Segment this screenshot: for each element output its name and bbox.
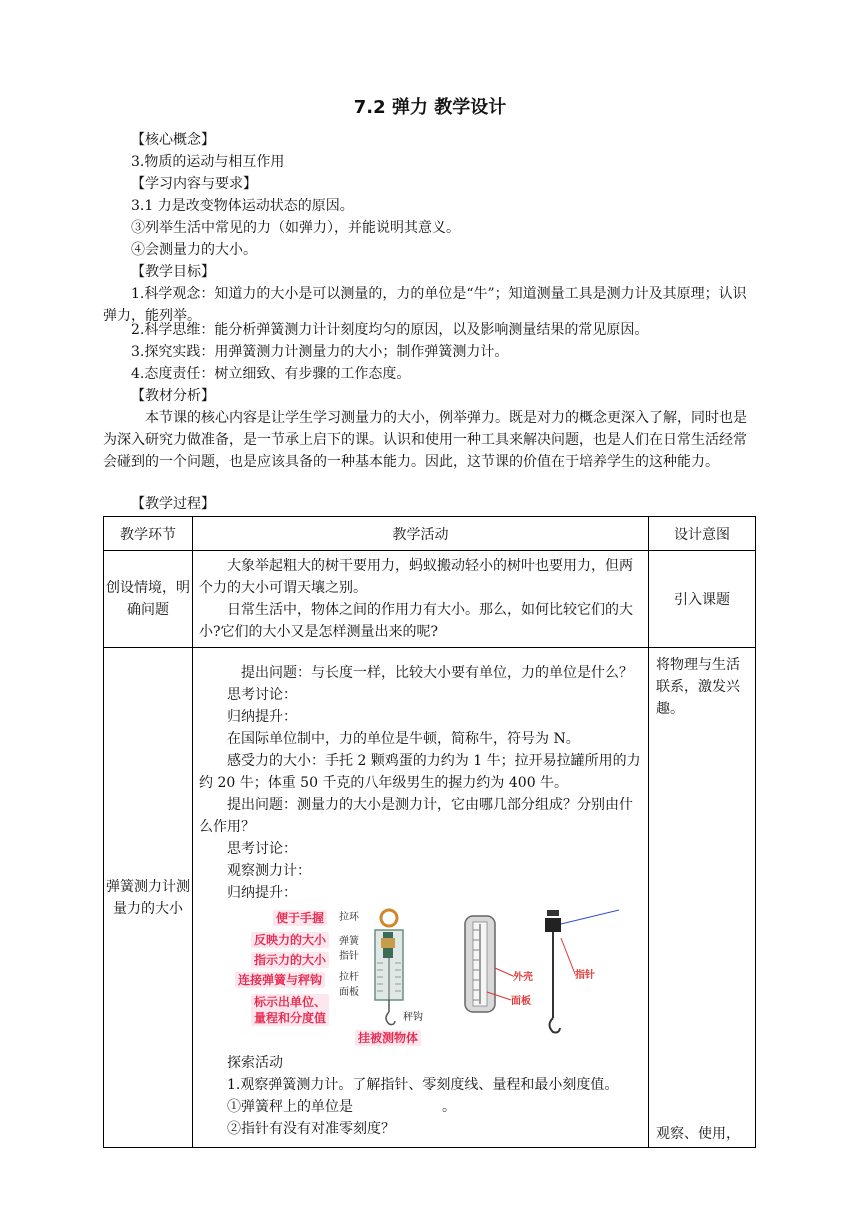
tag-connect: 连接弹簧与秤钩 xyxy=(235,972,325,988)
label-rod: 拉杆 xyxy=(339,972,359,983)
objective-item: 2.科学思维：能分析弹簧测力计计刻度均匀的原因，以及影响测量结果的常见原因。 xyxy=(131,322,649,338)
header-stage: 教学环节 xyxy=(104,517,193,551)
header-activity: 教学活动 xyxy=(193,517,649,551)
stage-cell xyxy=(104,551,193,648)
intent-text-bottom: 观察、使用， xyxy=(656,1126,740,1142)
learning-req-item: 3.1 力是改变物体运动状态的原因。 xyxy=(131,198,354,214)
table-header-row xyxy=(104,517,756,551)
learning-req-item: ④会测量力的大小。 xyxy=(131,242,257,258)
activity-paragraph: 提出问题：测量力的大小是测力计，它由哪几部分组成？分别由什么作用？ xyxy=(199,797,633,835)
activity-paragraph: 思考讨论： xyxy=(227,687,297,703)
stage-text: 创设情境，明确问题 xyxy=(106,580,190,618)
core-concept-item: 3.物质的运动与相互作用 xyxy=(131,154,285,170)
label-pointer: 指针 xyxy=(339,951,359,962)
intent-cell xyxy=(649,551,756,648)
intent-text: 将物理与生活联系，激发兴趣。 xyxy=(656,657,740,717)
activity-paragraph: ②指针有没有对准零刻度？ xyxy=(227,1121,395,1137)
label-case: 外壳 xyxy=(513,972,533,983)
tag-scale-info: 标示出单位、 量程和分度值 xyxy=(251,994,329,1026)
tag-hold: 便于手握 xyxy=(273,910,327,926)
intent-text: 引入课题 xyxy=(674,592,730,608)
objective-item: 1.科学观念：知道力的大小是可以测量的，力的单位是“牛”；知道测量工具是测力计及其原理；认识弹力，能列举。 xyxy=(103,286,747,324)
activity-paragraph: 日常生活中，物体之间的作用力有大小。那么，如何比较它们的大小?它们的大小又是怎样测量出来的呢? xyxy=(199,602,633,640)
activity-cell xyxy=(193,551,649,648)
learning-req-heading: 【学习内容与要求】 xyxy=(131,176,257,192)
activity-paragraph: 感受力的大小：手托 2 颗鸡蛋的力约为 1 牛；拉开易拉罐所用的力约 20 牛；体重 50 千克的八年级男生的握力约为 400 牛。 xyxy=(199,753,641,791)
label-face: 面板 xyxy=(511,996,531,1007)
analysis-text: 本节课的核心内容是让学生学习测量力的大小，例举弹力。既是对力的概念更深入了解，同时也是为深入研究力做准备，是一节承上启下的课。认识和使用一种工具来解决问题，也是人们在日常生活经常会碰到的一个问题，也是应该具备的一种基本能力。因此，这节课的价值在于培养学生的这种能力。 xyxy=(103,410,747,470)
objectives-heading: 【教学目标】 xyxy=(131,264,215,280)
activity-cell xyxy=(193,648,649,1148)
tag-reflect-force: 反映力的大小 xyxy=(251,932,329,948)
core-concept-heading: 【核心概念】 xyxy=(131,132,215,148)
spring-scale-diagram xyxy=(229,908,629,1048)
analysis-heading: 【教材分析】 xyxy=(131,388,215,404)
process-heading: 【教学过程】 xyxy=(131,496,215,512)
activity-paragraph: ①弹簧秤上的单位是 。 xyxy=(227,1099,457,1115)
teaching-process-table xyxy=(103,516,756,1148)
label-hook: 秤钩 xyxy=(403,1012,423,1023)
activity-paragraph: 提出问题：与长度一样，比较大小要有单位，力的单位是什么？ xyxy=(241,665,633,681)
table-row xyxy=(104,551,756,648)
activity-paragraph: 大象举起粗大的树干要用力，蚂蚁搬动轻小的树叶也要用力，但两个力的大小可谓天壤之别。 xyxy=(199,558,633,596)
activity-paragraph: 在国际单位制中，力的单位是牛顿，简称牛，符号为 N。 xyxy=(227,731,580,747)
objective-item: 3.探究实践：用弹簧测力计测量力的大小；制作弹簧测力计。 xyxy=(131,344,509,360)
activity-paragraph: 1.观察弹簧测力计。了解指针、零刻度线、量程和最小刻度值。 xyxy=(227,1077,619,1093)
objective-item: 4.态度责任：树立细致、有步骤的工作态度。 xyxy=(131,366,411,382)
activity-paragraph: 归纳提升： xyxy=(227,709,297,725)
table-row xyxy=(104,648,756,1148)
stage-text: 弹簧测力计测量力的大小 xyxy=(106,878,190,917)
activity-paragraph: 探索活动 xyxy=(227,1055,283,1071)
tag-hook: 挂被测物体 xyxy=(355,1030,421,1046)
label-ring: 拉环 xyxy=(339,912,359,923)
label-panel: 面板 xyxy=(339,987,359,998)
activity-paragraph: 思考讨论： xyxy=(227,841,297,857)
learning-req-item: ③列举生活中常见的力（如弹力），并能说明其意义。 xyxy=(131,220,460,236)
tag-indicate-force: 指示力的大小 xyxy=(251,952,329,968)
activity-paragraph: 归纳提升： xyxy=(227,885,297,901)
label-right-pointer: 指针 xyxy=(575,970,595,981)
stage-cell xyxy=(104,648,193,1148)
intent-cell xyxy=(649,648,756,1148)
activity-paragraph: 观察测力计： xyxy=(227,863,311,879)
header-intent: 设计意图 xyxy=(649,517,756,551)
document-title: 7.2 弹力 教学设计 xyxy=(353,97,507,118)
label-spring: 弹簧 xyxy=(339,936,359,947)
